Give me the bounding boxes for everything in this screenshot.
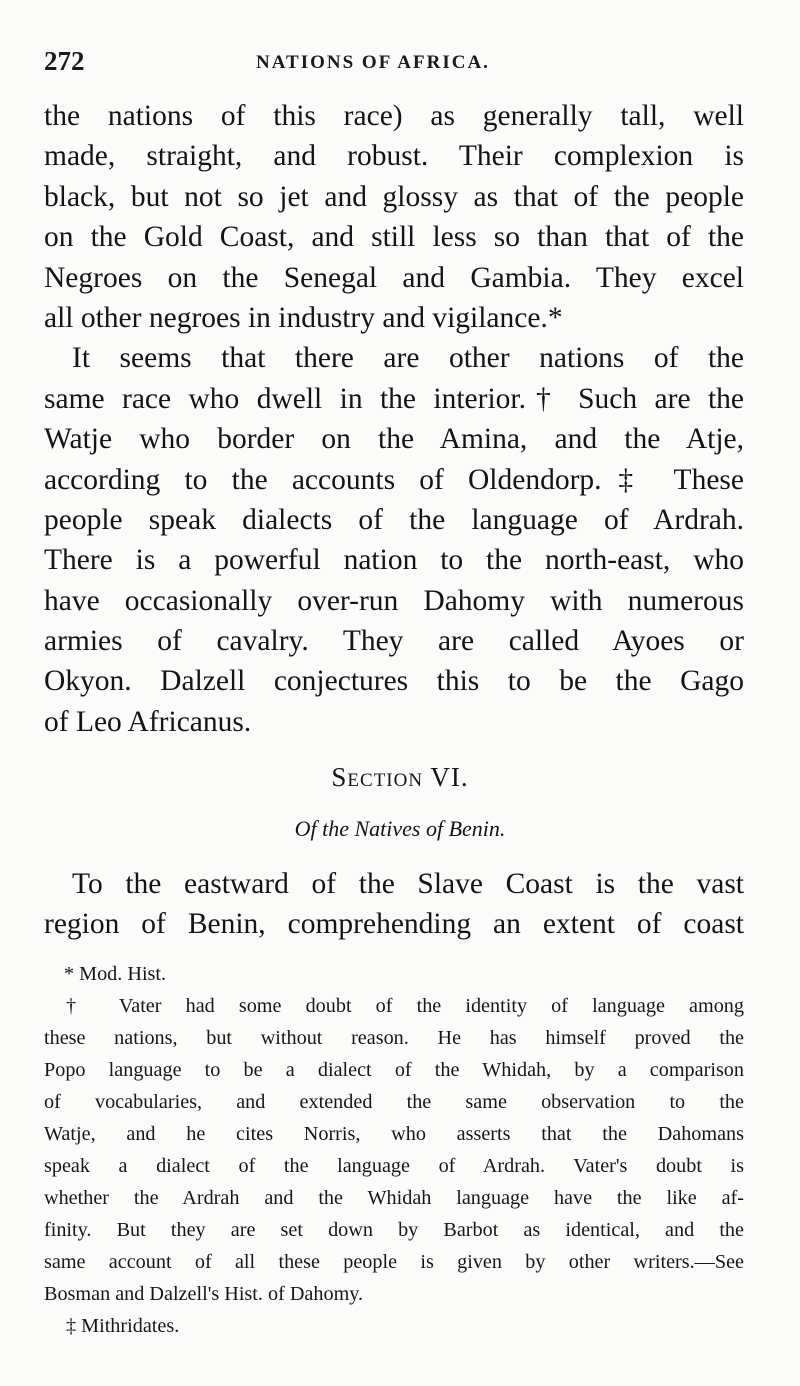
text-line: Watje who border on the Amina, and the Atje, — [44, 423, 744, 456]
text-line: black, but not so jet and glossy as that of the people — [44, 180, 744, 213]
text-line: Negroes on the Senegal and Gambia. They excel — [44, 261, 744, 294]
footnote-line: † Vater had some doubt of the identity of language among — [66, 995, 744, 1017]
footnote-line: Watje, and he cites Norris, who asserts that the Dahomans — [44, 1123, 744, 1145]
section-subtitle: Of the Natives of Benin. — [294, 816, 506, 841]
footnote-line: Popo language to be a dialect of the Whidah, by a comparison — [44, 1059, 744, 1081]
page-header — [44, 46, 744, 82]
footnote-line: whether the Ardrah and the Whidah language have the like af- — [44, 1187, 744, 1209]
text-line: on the Gold Coast, and still less so than that of the — [44, 221, 744, 254]
body-paragraph-2 — [44, 864, 744, 945]
page-number: 272 — [44, 46, 85, 76]
section-heading-text: Section VI. — [331, 762, 469, 792]
footnote-line: these nations, but without reason. He has himself proved the — [44, 1027, 744, 1049]
text-line: people speak dialects of the language of Ardrah. — [44, 503, 744, 536]
footnotes — [44, 958, 744, 1342]
footnote-line: of vocabularies, and extended the same observation to the — [44, 1091, 744, 1113]
footnote-line: ‡ Mithridates. — [66, 1315, 180, 1337]
text-line: all other negroes in industry and vigilance.* — [44, 301, 563, 334]
footnote-line: same account of all these people is given by other writers.—See — [44, 1251, 744, 1273]
text-line: region of Benin, comprehending an extent of coast — [44, 908, 744, 941]
footnote-line: * Mod. Hist. — [64, 963, 167, 985]
text-line: made, straight, and robust. Their complexion is — [44, 140, 744, 173]
text-line: armies of cavalry. They are called Ayoes or — [44, 625, 744, 658]
footnote-line: finity. But they are set down by Barbot as identical, and the — [44, 1219, 744, 1241]
footnote-line: speak a dialect of the language of Ardrah. Vater's doubt is — [44, 1155, 744, 1177]
text-line: To the eastward of the Slave Coast is the vast — [72, 868, 744, 900]
text-line: It seems that there are other nations of the — [72, 342, 744, 375]
running-head: NATIONS OF AFRICA. — [256, 52, 490, 73]
section-heading — [0, 762, 800, 793]
text-line: of Leo Africanus. — [44, 705, 252, 738]
body-paragraph — [44, 96, 744, 742]
text-line: Okyon. Dalzell conjectures this to be the Gago — [44, 665, 744, 698]
text-line: have occasionally over-run Dahomy with numerous — [44, 584, 744, 617]
text-line: There is a powerful nation to the north-east, who — [44, 544, 744, 577]
text-line: the nations of this race) as generally tall, well — [44, 100, 744, 132]
footnote-line: Bosman and Dalzell's Hist. of Dahomy. — [44, 1283, 364, 1305]
text-line: same race who dwell in the interior.† Such are the — [44, 382, 744, 415]
text-line: according to the accounts of Oldendorp.‡ These — [44, 463, 744, 496]
